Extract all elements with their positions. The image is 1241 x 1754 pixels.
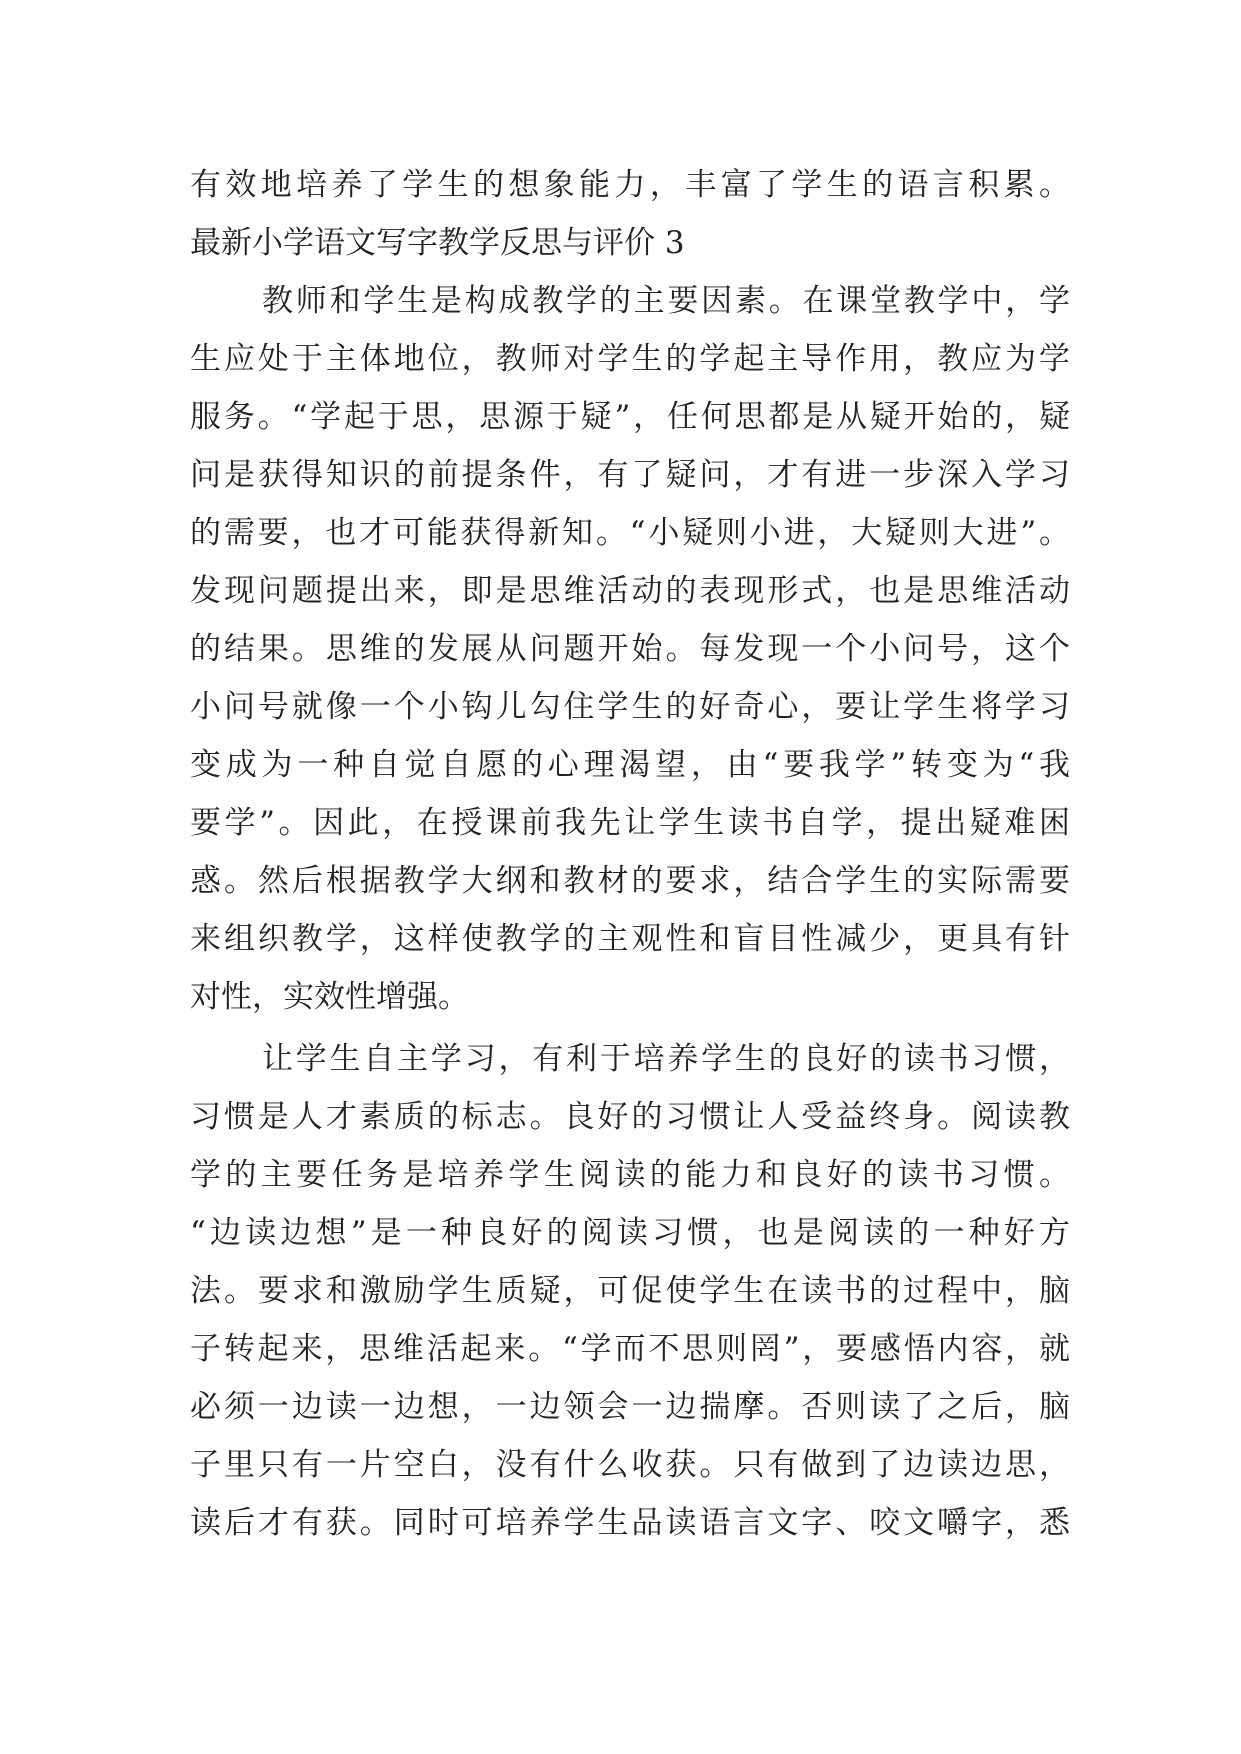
- text-line: 问是获得知识的前提条件，有了疑问，才有进一步深入学习: [190, 457, 1070, 493]
- text-line: 必须一边读一边想，一边领会一边揣摩。否则读了之后，脑: [190, 1389, 1070, 1425]
- text-line: 服务。“学起于思，思源于疑”，任何思都是从疑开始的，疑: [190, 399, 1070, 435]
- text-line: 的结果。思维的发展从问题开始。每发现一个小问号，这个: [190, 631, 1070, 667]
- text-line: 来组织教学，这样使教学的主观性和盲目性减少，更具有针: [190, 921, 1070, 957]
- text-line: 学的主要任务是培养学生阅读的能力和良好的读书习惯。: [190, 1157, 1070, 1193]
- text-line: 惑。然后根据教学大纲和教材的要求，结合学生的实际需要: [190, 863, 1070, 899]
- text-line: 要学”。因此，在授课前我先让学生读书自学，提出疑难困: [190, 805, 1070, 841]
- text-line: 有效地培养了学生的想象能力，丰富了学生的语言积累。: [190, 167, 1070, 203]
- text-line: 法。要求和激励学生质疑，可促使学生在读书的过程中，脑: [190, 1273, 1070, 1309]
- text-line: 对性，实效性增强。: [190, 979, 469, 1015]
- text-line: 子转起来，思维活起来。“学而不思则罔”，要感悟内容，就: [190, 1331, 1070, 1367]
- text-line: 生应处于主体地位，教师对学生的学起主导作用，教应为学: [190, 341, 1070, 377]
- text-line: 的需要，也才可能获得新知。“小疑则小进，大疑则大进”。: [190, 515, 1070, 551]
- text-line: 习惯是人才素质的标志。良好的习惯让人受益终身。阅读教: [190, 1099, 1070, 1135]
- text-line: 小问号就像一个小钩儿勾住学生的好奇心，要让学生将学习: [190, 689, 1070, 725]
- section-heading: 最新小学语文写字教学反思与评价 3: [190, 225, 685, 261]
- text-line: “边读边想”是一种良好的阅读习惯，也是阅读的一种好方: [190, 1215, 1070, 1251]
- text-line: 变成为一种自觉自愿的心理渴望，由“要我学”转变为“我: [190, 747, 1070, 783]
- text-line: 读后才有获。同时可培养学生品读语言文字、咬文嚼字，悉: [190, 1505, 1070, 1541]
- text-line: 让学生自主学习，有利于培养学生的良好的读书习惯，: [262, 1041, 1070, 1077]
- text-line: 子里只有一片空白，没有什么收获。只有做到了边读边思，: [190, 1447, 1070, 1483]
- text-line: 教师和学生是构成教学的主要因素。在课堂教学中，学: [262, 283, 1070, 319]
- text-line: 发现问题提出来，即是思维活动的表现形式，也是思维活动: [190, 573, 1070, 609]
